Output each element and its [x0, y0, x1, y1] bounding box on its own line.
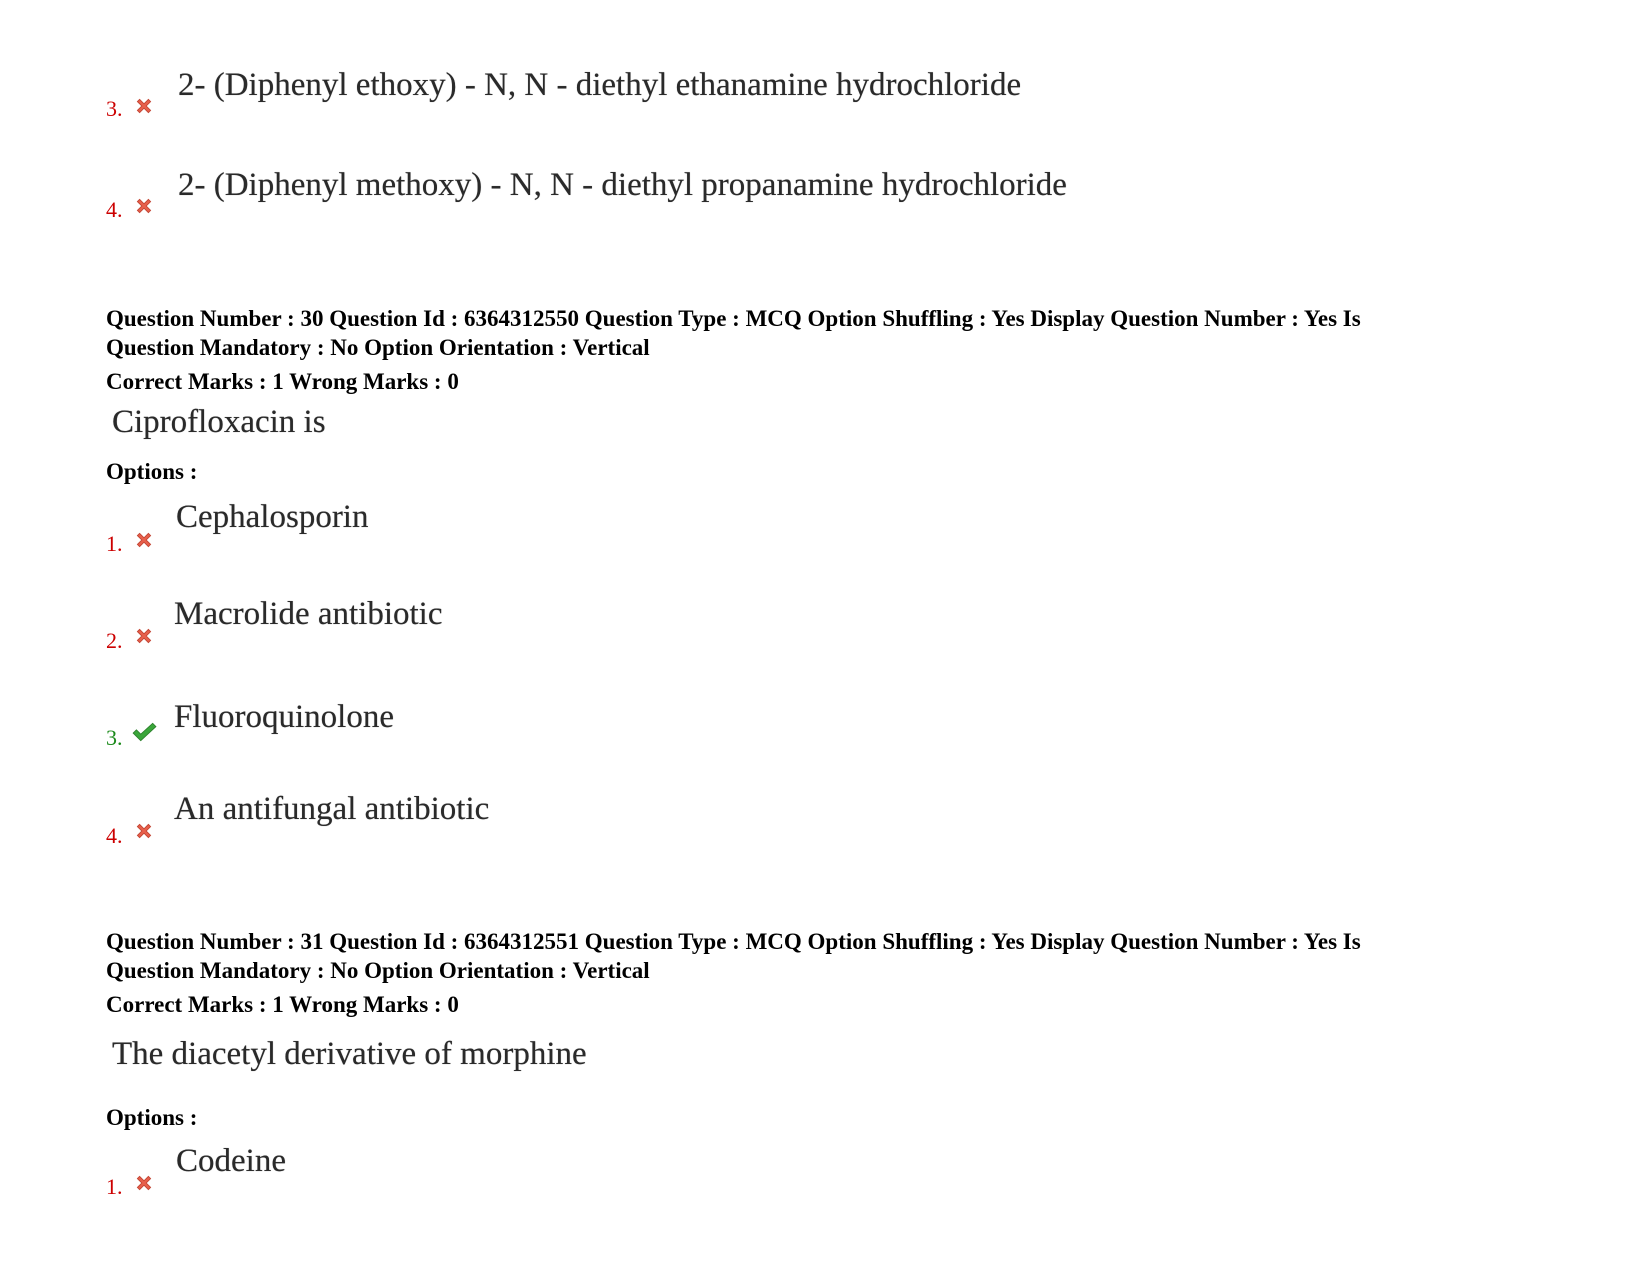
option-text: An antifungal antibiotic [174, 791, 490, 827]
option-number: 4. [106, 197, 123, 222]
question-meta-line-1: Question Number : 31 Question Id : 6364312551 Question Type : MCQ Option Shuffling : Yes Display Question Number : Yes Is [106, 929, 1361, 954]
option-number: 4. [106, 823, 123, 848]
check-icon [131, 721, 157, 743]
question-text: Ciprofloxacin is [112, 404, 326, 440]
cross-icon [133, 820, 155, 842]
option-text: Macrolide antibiotic [174, 596, 443, 632]
options-label: Options : [106, 1105, 198, 1130]
option-text: Codeine [176, 1143, 286, 1179]
option-number: 2. [106, 628, 123, 653]
cross-icon [133, 529, 155, 551]
question-meta-line-2: Question Mandatory : No Option Orientation : Vertical [106, 335, 650, 360]
option-number: 1. [106, 1174, 123, 1199]
cross-icon [133, 625, 155, 647]
cross-icon [133, 95, 155, 117]
question-meta-line-2: Question Mandatory : No Option Orientation : Vertical [106, 958, 650, 983]
question-marks: Correct Marks : 1 Wrong Marks : 0 [106, 992, 459, 1017]
cross-icon [133, 1172, 155, 1194]
question-text: The diacetyl derivative of morphine [112, 1036, 587, 1072]
option-text: 2- (Diphenyl methoxy) - N, N - diethyl propanamine hydrochloride [178, 167, 1067, 203]
option-number: 3. [106, 725, 123, 750]
option-text: Cephalosporin [176, 499, 369, 535]
option-number: 3. [106, 96, 123, 121]
option-text: 2- (Diphenyl ethoxy) - N, N - diethyl ethanamine hydrochloride [178, 67, 1022, 103]
options-label: Options : [106, 459, 198, 484]
option-text: Fluoroquinolone [174, 699, 394, 735]
question-meta-line-1: Question Number : 30 Question Id : 6364312550 Question Type : MCQ Option Shuffling : Yes Display Question Number : Yes Is [106, 306, 1361, 331]
cross-icon [133, 195, 155, 217]
option-number: 1. [106, 531, 123, 556]
question-marks: Correct Marks : 1 Wrong Marks : 0 [106, 369, 459, 394]
